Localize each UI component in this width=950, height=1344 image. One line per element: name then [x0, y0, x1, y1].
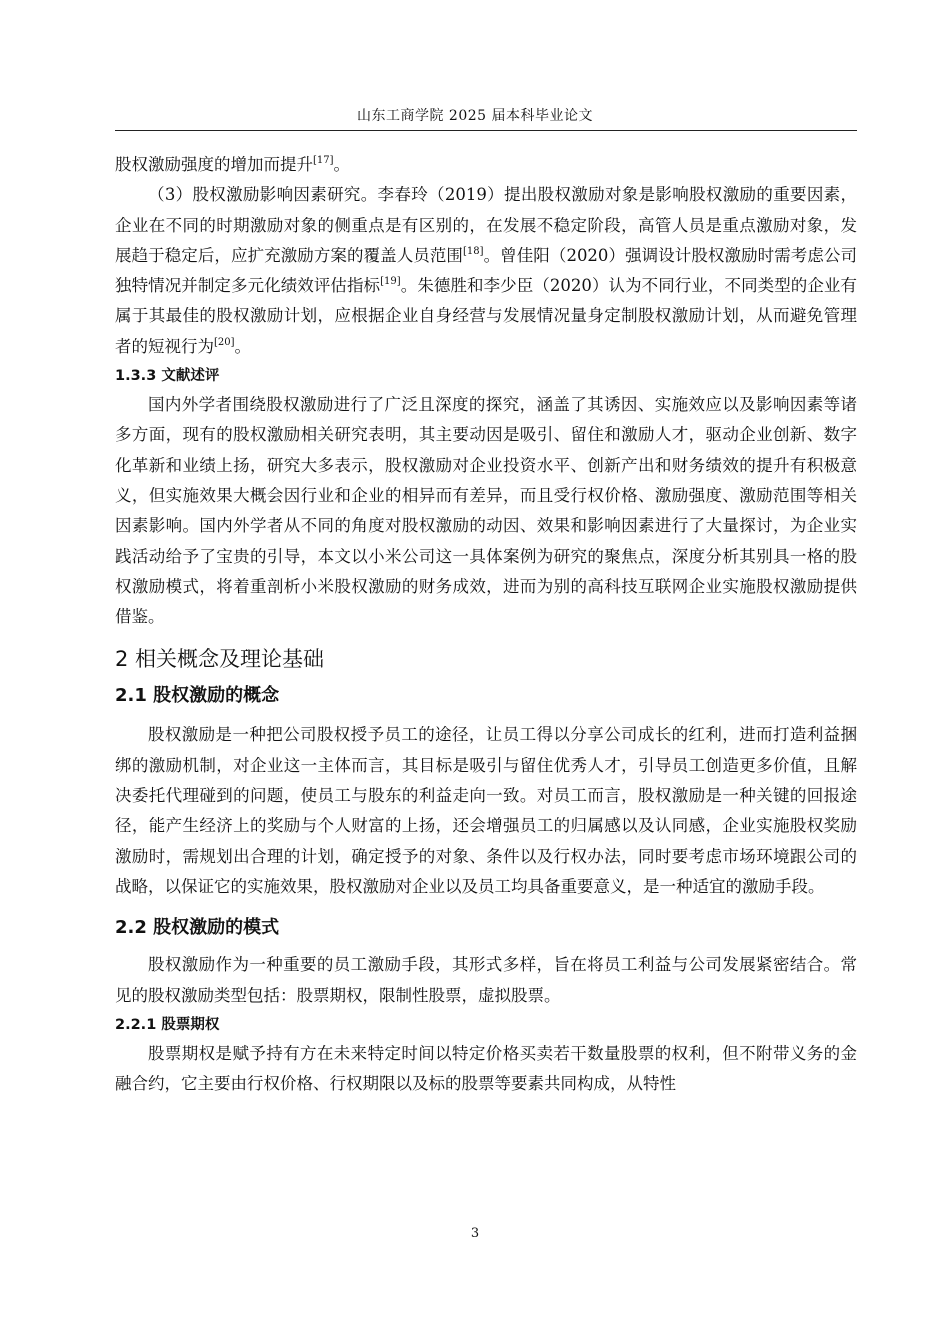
- header-rule: [115, 130, 857, 131]
- paragraph-text: 股权激励强度的增加而提升: [115, 155, 313, 174]
- paragraph-text: 。曾佳阳（2020）强调设计股权激励时需考虑公司独特情况并制定多元化绩效评估指标: [115, 245, 857, 296]
- heading-2-2-1: 2.2.1 股票期权: [115, 1016, 220, 1033]
- citation-ref: [17]: [313, 155, 334, 166]
- paragraph-continuation: [115, 150, 857, 180]
- citation-ref: [18]: [462, 245, 484, 257]
- paragraph-equity-concept: 股权激励是一种把公司股权授予员工的途径，让员工得以分享公司成长的红利，进而打造利益捆绑的激励机制，对企业这一主体而言，其目标是吸引与留住优秀人才，引导员工创造更多价值，且解决委托代理碰到的问题，使员工与股东的利益走向一致。对员工而言，股权激励是一种关键的回报途径，能产生经济上的奖励与个人财富的上扬，还会增强员工的归属感以及认同感，企业实施股权奖励激励时，需规划出合理的计划，确定授予的对象、条件以及行权办法，同时要考虑市场环境跟公司的战略，以保证它的实施效果，股权激励对企业以及员工均具备重要意义，是一种适宜的激励手段。: [115, 725, 857, 896]
- paragraph-stock-options: 股票期权是赋予持有方在未来特定时间以特定价格买卖若干数量股票的权利，但不附带义务的金融合约，它主要由行权价格、行权期限以及标的股票等要素共同构成，从特性: [115, 1043, 857, 1094]
- paragraph-end: 。: [333, 155, 351, 174]
- paragraph-influencing-factors: [115, 180, 857, 362]
- running-header: 山东工商学院 2025 届本科毕业论文: [356, 108, 594, 124]
- paragraph-text: 。朱德胜和李少臣（2020）认为不同行业，不同类型的企业有属于其最佳的股权激励计划，应根据企业自身经营与发展情况量身定制股权激励计划，从而避免管理者的短视行为: [115, 276, 858, 356]
- citation-ref: [20]: [214, 336, 235, 348]
- heading-2-1: 2.1 股权激励的概念: [115, 685, 280, 707]
- paragraph-text: （3）股权激励影响因素研究。李春玲（2019）提出股权激励对象是影响股权激励的重要因素，企业在不同的时期激励对象的侧重点是有区别的，在发展不稳定阶段，高管人员是重点激励对象，发展趋于稳定后，应扩充激励方案的覆盖人员范围: [115, 185, 857, 265]
- page-body: [115, 150, 857, 1099]
- citation-ref: [19]: [380, 276, 401, 288]
- heading-1-3-3: 1.3.3 文献述评: [115, 368, 220, 385]
- paragraph-literature-review: 国内外学者围绕股权激励进行了广泛且深度的探究，涵盖了其诱因、实施效应以及影响因素等诸多方面，现有的股权激励相关研究表明，其主要动因是吸引、留住和激励人才，驱动企业创新、数字化革新和业绩上扬，研究大多表示，股权激励对企业投资水平、创新产出和财务绩效的提升有积极意义，但实施效果大概会因行业和企业的相异而有差异，而且受行权价格、激励强度、激励范围等相关因素影响。国内外学者从不同的角度对股权激励的动因、效果和影响因素进行了大量探讨，为企业实践活动给予了宝贵的引导，本文以小米公司这一具体案例为研究的聚焦点，深度分析其别具一格的股权激励模式，将着重剖析小米股权激励的财务成效，进而为别的高科技互联网企业实施股权激励提供借鉴。: [115, 395, 857, 627]
- page-number: 3: [470, 1226, 480, 1241]
- heading-chapter-2: 2 相关概念及理论基础: [115, 647, 325, 672]
- heading-2-2: 2.2 股权激励的模式: [115, 917, 280, 939]
- paragraph-equity-modes: 股权激励作为一种重要的员工激励手段，其形式多样，旨在将员工利益与公司发展紧密结合。常见的股权激励类型包括：股票期权，限制性股票，虚拟股票。: [115, 955, 857, 1005]
- paragraph-end: 。: [234, 336, 252, 356]
